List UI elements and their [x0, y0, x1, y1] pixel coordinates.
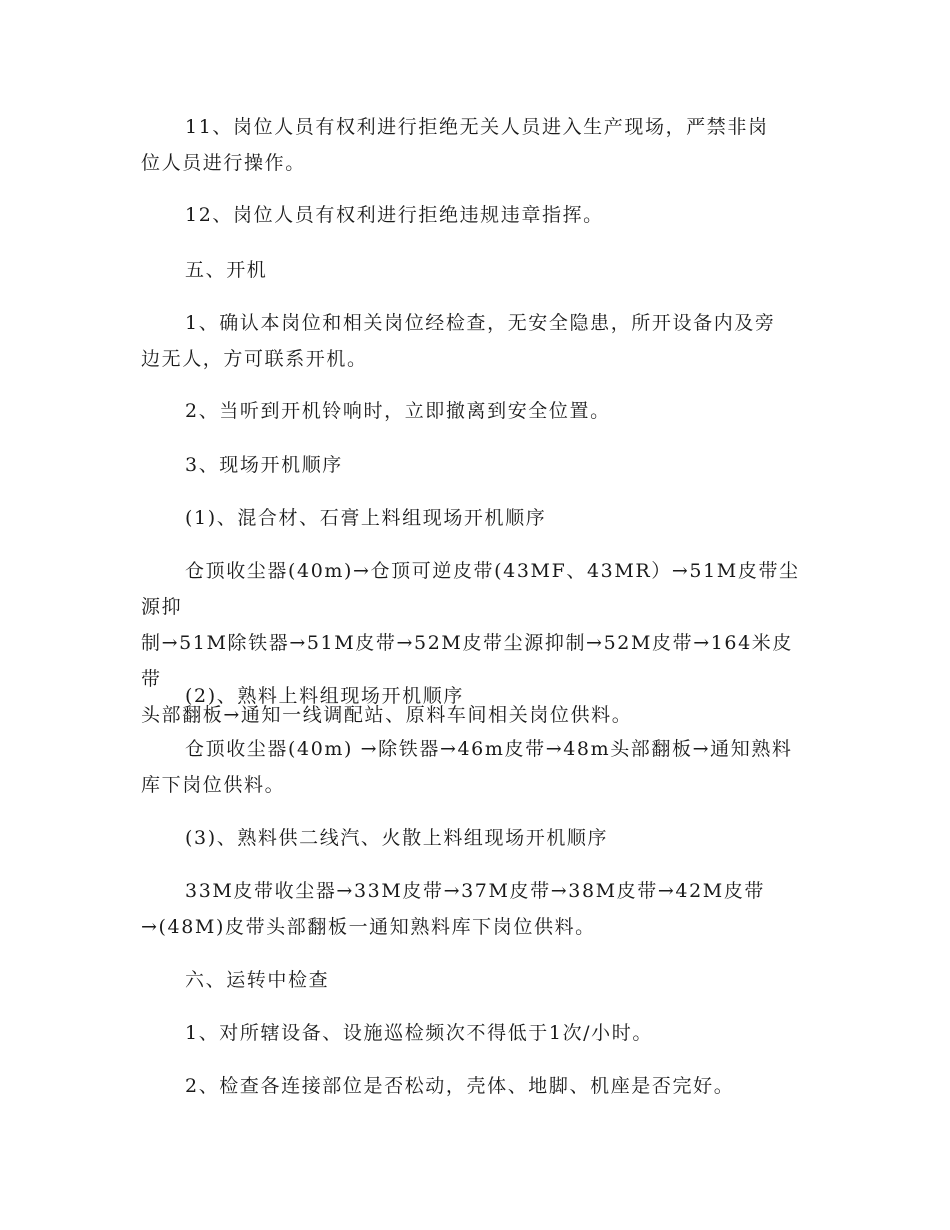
paragraph-step-2	[141, 393, 811, 429]
paragraph-step-3	[141, 447, 811, 483]
subheading-clinker-line-two	[141, 820, 811, 856]
text-line: 33M皮带收尘器→33M皮带→37M皮带→38M皮带→42M皮带	[185, 880, 766, 902]
text-line: 11、岗位人员有权利进行拒绝无关人员进入生产现场，严禁非岗	[185, 116, 769, 138]
text-line: 边无人，方可联系开机。	[141, 348, 368, 370]
text-line: 仓顶收尘器(40m)→仓顶可逆皮带(43MF、43MR）→51M皮带尘源抑	[141, 560, 800, 618]
paragraph-step-1	[141, 305, 811, 377]
sequence-clinker-line-two	[141, 873, 811, 945]
text-line: 3、现场开机顺序	[185, 454, 343, 476]
text-line: 六、运转中检查	[185, 969, 330, 991]
text-line: 库下岗位供料。	[141, 774, 286, 796]
text-line: 2、当听到开机铃响时，立即撤离到安全位置。	[185, 400, 611, 422]
text-line: 2、检查各连接部位是否松动，壳体、地脚、机座是否完好。	[185, 1075, 735, 1097]
text-line: 制→51M除铁器→51M皮带→52M皮带尘源抑制→52M皮带→164米皮带	[141, 632, 793, 690]
text-line: 1、确认本岗位和相关岗位经检查，无安全隐患，所开设备内及旁	[185, 312, 776, 334]
text-line: 1、对所辖设备、设施巡检频次不得低于1次/小时。	[185, 1022, 653, 1044]
text-line: (2)、熟料上料组现场开机顺序	[185, 685, 464, 707]
text-line: (3)、熟料供二线汽、火散上料组现场开机顺序	[185, 827, 609, 849]
paragraph-check-1	[141, 1015, 811, 1051]
paragraph-item-11	[141, 109, 811, 181]
section-heading-running-check	[141, 962, 811, 998]
text-line: 仓顶收尘器(40m) →除铁器→46m皮带→48m头部翻板→通知熟料	[185, 738, 793, 760]
text-line: 五、开机	[185, 259, 268, 281]
paragraph-check-2	[141, 1068, 811, 1104]
paragraph-item-12	[141, 197, 811, 233]
sequence-clinker	[141, 731, 811, 803]
text-line: (1)、混合材、石膏上料组现场开机顺序	[185, 507, 547, 529]
subheading-mixed-material	[141, 500, 811, 536]
section-heading-startup	[141, 252, 811, 288]
subheading-clinker	[141, 678, 811, 714]
text-line: 12、岗位人员有权利进行拒绝违规违章指挥。	[185, 204, 604, 226]
text-line: →(48M)皮带头部翻板一通知熟料库下岗位供料。	[141, 916, 596, 938]
text-line: 位人员进行操作。	[141, 152, 306, 174]
text-line: 头部翻板→通知一线调配站、原料车间相关岗位供料。	[141, 704, 633, 726]
